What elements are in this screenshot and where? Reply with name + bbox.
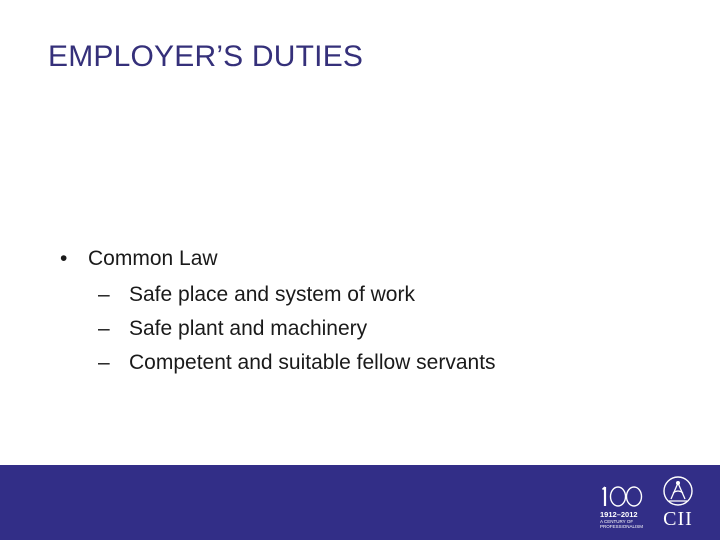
centenary-years: 1912–2012 [600, 510, 638, 519]
sub-bullet-text: Safe plant and machinery [129, 317, 368, 340]
cii-logo-text: CII [663, 508, 693, 530]
bullet-text: Common Law [88, 247, 218, 270]
centenary-100-icon [600, 484, 646, 508]
dash-glyph: – [98, 283, 110, 306]
sub-bullet-text: Safe place and system of work [129, 283, 415, 306]
centenary-logo [600, 484, 652, 529]
dash-glyph: – [98, 317, 110, 340]
sub-bullet-item [60, 312, 496, 346]
cii-crest-icon [661, 474, 695, 508]
centenary-tagline-2: PROFESSIONALISM [600, 524, 644, 529]
slide-title: EMPLOYER’S DUTIES [48, 40, 364, 73]
sub-bullet-item [60, 278, 496, 312]
sub-bullet-list [60, 278, 496, 380]
sub-bullet-text: Competent and suitable fellow servants [129, 351, 496, 374]
bullet-list [60, 244, 496, 380]
sub-bullet-item [60, 346, 496, 380]
bullet-glyph: • [60, 247, 68, 270]
cii-logo [656, 474, 700, 530]
dash-glyph: – [98, 351, 110, 374]
centenary-tagline-1: A CENTURY OF [600, 519, 634, 524]
bullet-item [60, 244, 496, 274]
